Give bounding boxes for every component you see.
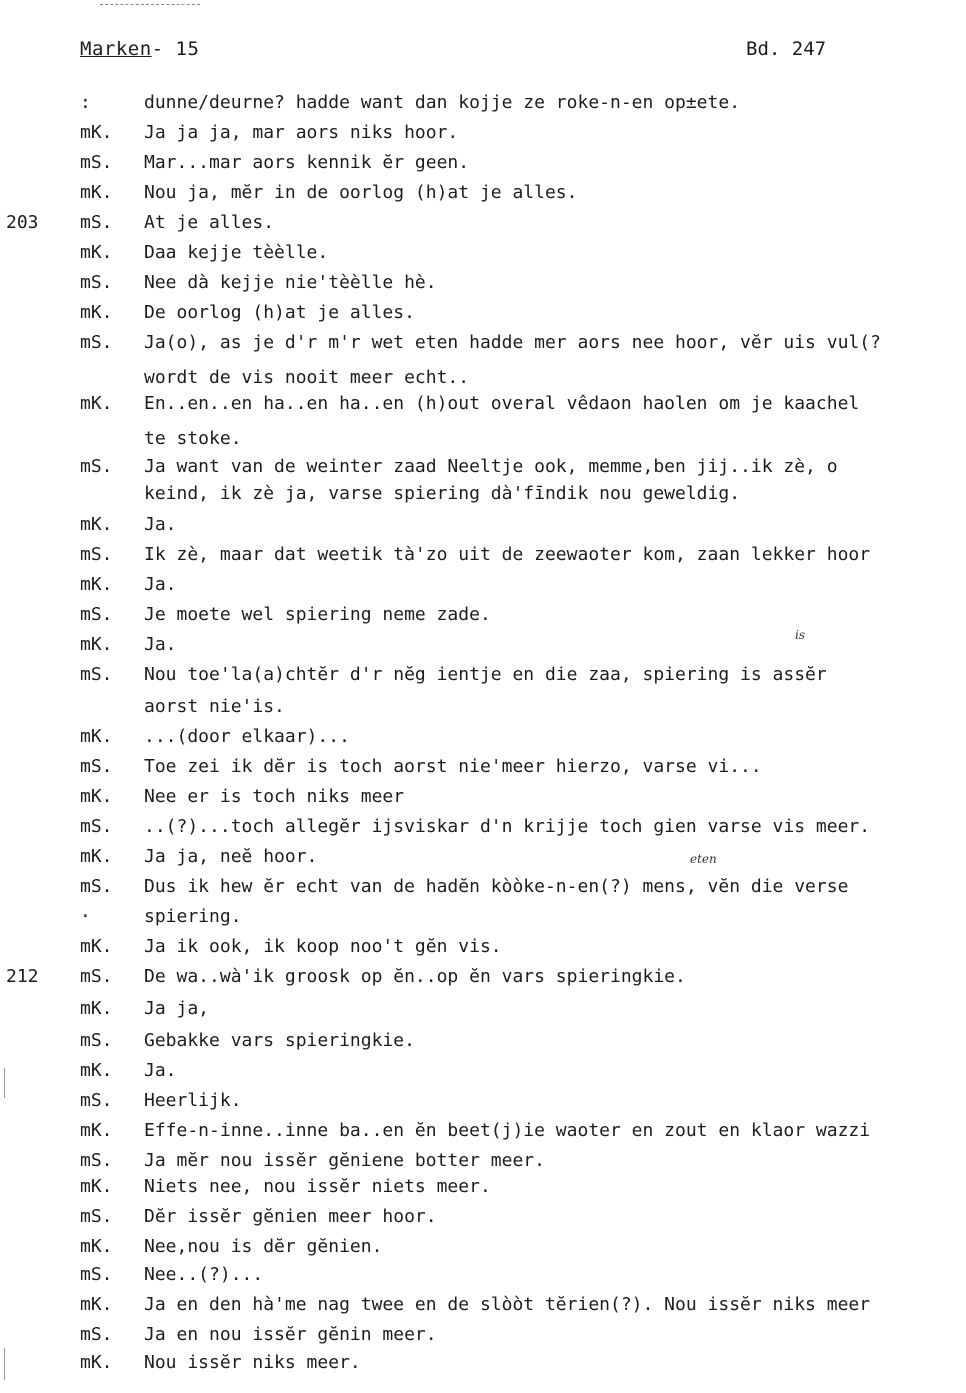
speaker-label: mS. bbox=[80, 332, 113, 353]
transcript-line: Ja en den hà'me nag twee en de slòòt tĕrien(?). Nou issĕr niks meer bbox=[144, 1294, 871, 1315]
header-page-number: - 15 bbox=[151, 38, 200, 60]
transcript-line: Nou toe'la(a)chtĕr d'r nĕg ientje en die zaa, spiering is assĕr bbox=[144, 664, 827, 685]
line-number: 212 bbox=[6, 966, 39, 987]
speaker-label: mS. bbox=[80, 456, 113, 477]
transcript-line: At je alles. bbox=[144, 212, 275, 233]
transcript-line: Ja ik ook, ik koop noo't gĕn vis. bbox=[144, 936, 502, 957]
transcript-line: Daa kejje tèèlle. bbox=[144, 242, 329, 263]
transcript-line: Dus ik hew ĕr echt van de hadĕn kòòke-n-en(?) mens, vĕn die verse bbox=[144, 876, 849, 897]
speaker-label: mK. bbox=[80, 242, 113, 263]
transcript-line: De oorlog (h)at je alles. bbox=[144, 302, 415, 323]
transcript-line: te stoke. bbox=[144, 428, 242, 449]
transcript-line: Nee,nou is dĕr gĕnien. bbox=[144, 1236, 383, 1257]
speaker-label: mK. bbox=[80, 574, 113, 595]
speaker-label: mK. bbox=[80, 1120, 113, 1141]
transcript-line: Ja. bbox=[144, 574, 177, 595]
speaker-label: mS. bbox=[80, 1324, 113, 1345]
transcript-line: keind, ik zè ja, varse spiering dà'fīndik nou geweldig. bbox=[144, 483, 741, 504]
transcript-line: aorst nie'is. bbox=[144, 696, 285, 717]
transcript-line: Heerlijk. bbox=[144, 1090, 242, 1111]
transcript-line: Ja. bbox=[144, 634, 177, 655]
handwritten-annotation: eten bbox=[690, 852, 717, 866]
header-place: Marken bbox=[80, 38, 152, 60]
transcript-line: Mar...mar aors kennik ĕr geen. bbox=[144, 152, 470, 173]
speaker-label: · bbox=[80, 906, 91, 927]
speaker-label: mS. bbox=[80, 756, 113, 777]
handwritten-annotation: is bbox=[795, 628, 805, 642]
transcript-line: En..en..en ha..en ha..en (h)out overal vêdaon haolen om je kaachel bbox=[144, 393, 860, 414]
speaker-label: mK. bbox=[80, 122, 113, 143]
transcript-line: Ja en nou issĕr gĕnin meer. bbox=[144, 1324, 437, 1345]
speaker-label: mS. bbox=[80, 1090, 113, 1111]
speaker-label: mK. bbox=[80, 1176, 113, 1197]
margin-mark bbox=[4, 1068, 5, 1098]
speaker-label: mS. bbox=[80, 1150, 113, 1171]
line-number: 203 bbox=[6, 212, 39, 233]
speaker-label: mK. bbox=[80, 936, 113, 957]
transcript-line: Effe-n-inne..inne ba..en ĕn beet(j)ie waoter en zout en klaor wazzi bbox=[144, 1120, 871, 1141]
transcript-line: Je moete wel spiering neme zade. bbox=[144, 604, 491, 625]
speaker-label: mK. bbox=[80, 1236, 113, 1257]
speaker-label: mS. bbox=[80, 664, 113, 685]
speaker-label: mS. bbox=[80, 212, 113, 233]
transcript-line: spiering. bbox=[144, 906, 242, 927]
transcript-line: Niets nee, nou issĕr niets meer. bbox=[144, 1176, 491, 1197]
transcript-line: Ja(o), as je d'r m'r wet eten hadde mer aors nee hoor, vĕr uis vul(? bbox=[144, 332, 881, 353]
speaker-label: mS. bbox=[80, 604, 113, 625]
transcript-line: wordt de vis nooit meer echt.. bbox=[144, 367, 470, 388]
speaker-label: mS. bbox=[80, 544, 113, 565]
speaker-label: mS. bbox=[80, 1206, 113, 1227]
transcript-line: Toe zei ik dĕr is toch aorst nie'meer hierzo, varse vi... bbox=[144, 756, 762, 777]
transcript-line: Ja want van de weinter zaad Neeltje ook, memme,ben jij..ik zè, o bbox=[144, 456, 838, 477]
speaker-label: mK. bbox=[80, 302, 113, 323]
transcript-line: Nee..(?)... bbox=[144, 1264, 264, 1285]
speaker-label: mK. bbox=[80, 998, 113, 1019]
speaker-label: mK. bbox=[80, 786, 113, 807]
speaker-label: mK. bbox=[80, 1294, 113, 1315]
transcript-line: Gebakke vars spieringkie. bbox=[144, 1030, 415, 1051]
speaker-label: mS. bbox=[80, 966, 113, 987]
transcript-line: dunne/deurne? hadde want dan kojje ze roke-n-en op±ete. bbox=[144, 92, 741, 113]
top-edge-dashes bbox=[100, 4, 200, 5]
speaker-label: mS. bbox=[80, 152, 113, 173]
transcript-line: Ja. bbox=[144, 1060, 177, 1081]
speaker-label: mS. bbox=[80, 876, 113, 897]
transcript-line: Ja. bbox=[144, 514, 177, 535]
speaker-label: : bbox=[80, 92, 91, 113]
speaker-label: mK. bbox=[80, 634, 113, 655]
speaker-label: mK. bbox=[80, 182, 113, 203]
speaker-label: mK. bbox=[80, 846, 113, 867]
transcript-line: Ik zè, maar dat weetik tà'zo uit de zeewaoter kom, zaan lekker hoor bbox=[144, 544, 871, 565]
transcript-line: ...(door elkaar)... bbox=[144, 726, 350, 747]
speaker-label: mS. bbox=[80, 1264, 113, 1285]
header-tape-number: Bd. 247 bbox=[746, 38, 827, 60]
speaker-label: mS. bbox=[80, 816, 113, 837]
page-header-left bbox=[80, 38, 199, 60]
transcript-line: Nee dà kejje nie'tèèlle hè. bbox=[144, 272, 437, 293]
transcript-line: Dĕr issĕr gĕnien meer hoor. bbox=[144, 1206, 437, 1227]
speaker-label: mK. bbox=[80, 726, 113, 747]
transcript-line: ..(?)...toch allegĕr ijsviskar d'n krijje toch gien varse vis meer. bbox=[144, 816, 871, 837]
transcript-line: Nee er is toch niks meer bbox=[144, 786, 405, 807]
transcript-line: Ja mĕr nou issĕr gĕniene botter meer. bbox=[144, 1150, 545, 1171]
transcript-line: Ja ja ja, mar aors niks hoor. bbox=[144, 122, 459, 143]
transcript-line: Nou issĕr niks meer. bbox=[144, 1352, 361, 1373]
speaker-label: mK. bbox=[80, 1352, 113, 1373]
speaker-label: mK. bbox=[80, 1060, 113, 1081]
speaker-label: mS. bbox=[80, 1030, 113, 1051]
transcript-line: Nou ja, mĕr in de oorlog (h)at je alles. bbox=[144, 182, 578, 203]
speaker-label: mS. bbox=[80, 272, 113, 293]
transcript-line: Ja ja, bbox=[144, 998, 210, 1019]
transcript-line: Ja ja, neĕ hoor. bbox=[144, 846, 318, 867]
margin-mark bbox=[4, 1348, 5, 1380]
speaker-label: mK. bbox=[80, 393, 113, 414]
transcript-line: De wa..wà'ik groosk op ĕn..op ĕn vars spieringkie. bbox=[144, 966, 686, 987]
speaker-label: mK. bbox=[80, 514, 113, 535]
